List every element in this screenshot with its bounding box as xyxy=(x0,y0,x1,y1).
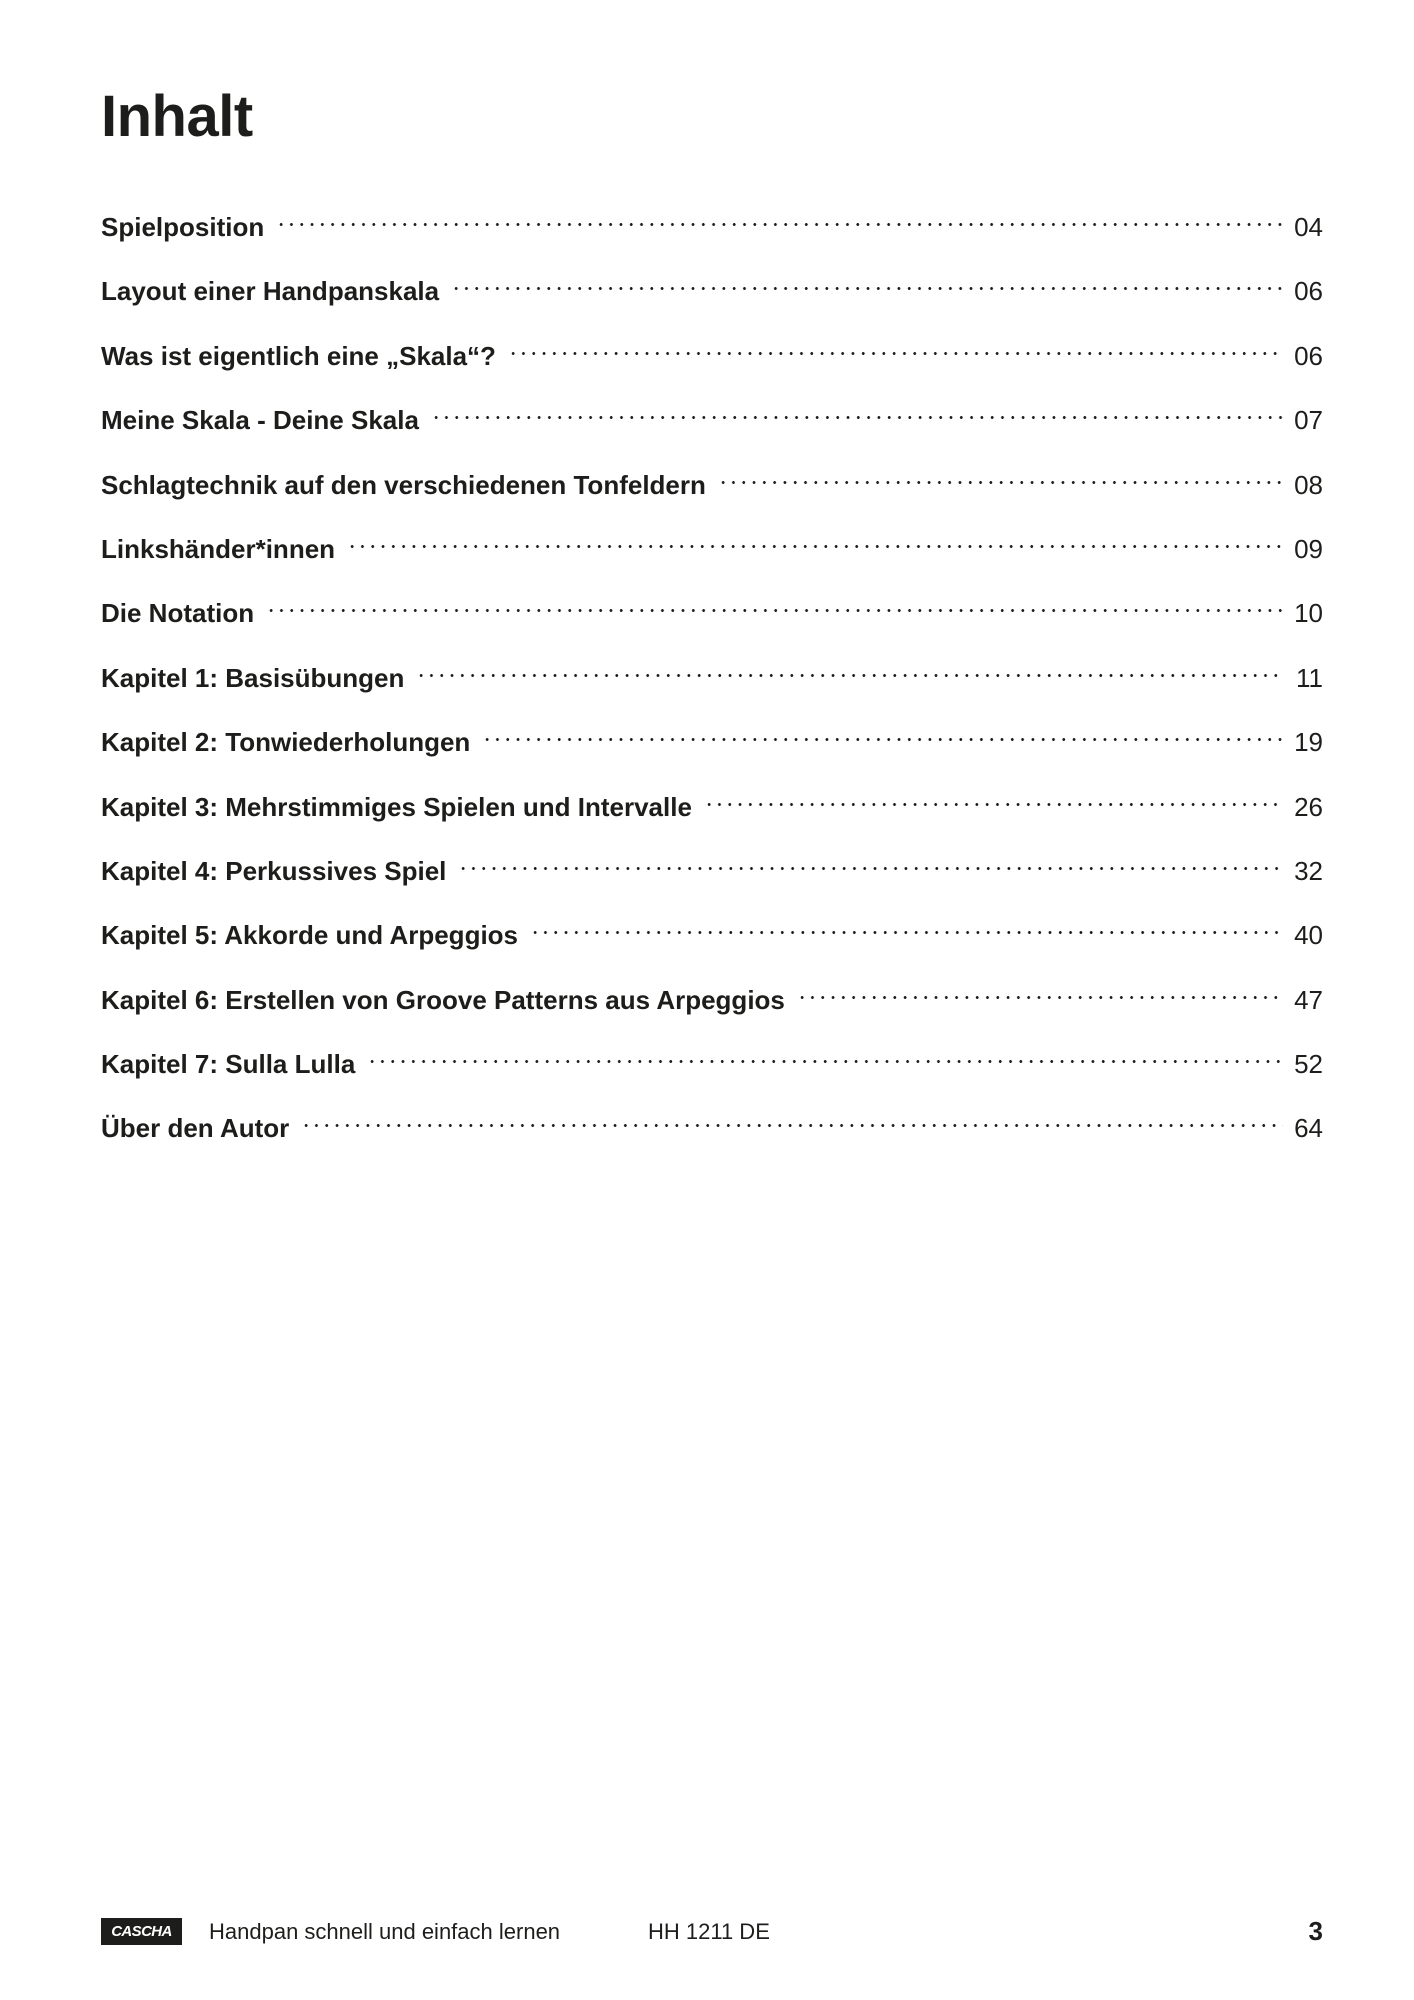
dot-leader xyxy=(458,840,1283,880)
dot-leader xyxy=(704,776,1283,816)
toc-entry[interactable] xyxy=(101,454,1323,518)
footer-product-code: HH 1211 DE xyxy=(648,1919,770,1944)
dot-leader xyxy=(530,904,1283,944)
dot-leader xyxy=(301,1097,1283,1137)
dot-leader xyxy=(347,518,1283,558)
toc-entry[interactable] xyxy=(101,647,1323,711)
toc-entry-page: 04 xyxy=(1294,212,1323,242)
dot-leader xyxy=(451,260,1283,300)
page-title: Inhalt xyxy=(101,84,253,149)
toc-entry[interactable] xyxy=(101,969,1323,1033)
toc-entry-page: 08 xyxy=(1294,469,1323,500)
dot-leader xyxy=(431,389,1283,429)
toc-entry-title: Kapitel 3: Mehrstimmiges Spielen und Intervalle xyxy=(101,791,692,822)
toc-entry-title: Spielposition xyxy=(101,212,265,242)
toc-entry-page: 09 xyxy=(1294,533,1323,564)
toc-entry-title: Kapitel 7: Sulla Lulla xyxy=(101,1049,356,1080)
toc-entry-title: Schlagtechnik auf den verschiedenen Tonfeldern xyxy=(101,469,706,500)
toc-entry[interactable] xyxy=(101,260,1323,324)
toc-entry[interactable] xyxy=(101,1097,1323,1161)
toc-entry-page: 26 xyxy=(1294,791,1323,822)
toc-entry-page: 11 xyxy=(1296,662,1323,693)
toc-entry-title: Was ist eigentlich eine „Skala“? xyxy=(101,340,496,371)
toc-entry-title: Die Notation xyxy=(101,598,255,629)
toc-entry-page: 64 xyxy=(1294,1113,1323,1144)
toc-entry[interactable] xyxy=(101,518,1323,582)
toc-entry-page: 07 xyxy=(1294,405,1323,436)
toc-entry-title: Kapitel 4: Perkussives Spiel xyxy=(101,855,447,886)
dot-leader xyxy=(416,647,1283,687)
table-of-contents xyxy=(101,196,1323,1162)
toc-entry-page: 06 xyxy=(1294,340,1323,371)
toc-entry-title: Über den Autor xyxy=(101,1113,290,1144)
toc-entry-title: Kapitel 1: Basisübungen xyxy=(101,662,405,693)
toc-entry[interactable] xyxy=(101,389,1323,453)
dot-leader xyxy=(797,969,1283,1009)
dot-leader xyxy=(276,196,1283,236)
toc-entry[interactable] xyxy=(101,582,1323,646)
brand-logo: CASCHA xyxy=(101,1918,182,1945)
footer-book-title: Handpan schnell und einfach lernen xyxy=(209,1919,561,1944)
toc-entry-page: 06 xyxy=(1294,276,1323,307)
toc-entry[interactable] xyxy=(101,196,1323,260)
toc-entry-title: Kapitel 2: Tonwiederholungen xyxy=(101,727,471,758)
toc-entry-title: Linkshänder*innen xyxy=(101,533,336,564)
toc-entry-page: 19 xyxy=(1294,727,1323,758)
footer-page-number: 3 xyxy=(1308,1916,1323,1946)
dot-leader xyxy=(718,454,1283,494)
toc-entry[interactable] xyxy=(101,840,1323,904)
toc-entry-title: Kapitel 5: Akkorde und Arpeggios xyxy=(101,920,519,951)
toc-entry-title: Layout einer Handpanskala xyxy=(101,276,440,307)
toc-entry-page: 32 xyxy=(1294,855,1323,886)
dot-leader xyxy=(367,1033,1283,1073)
dot-leader xyxy=(482,711,1283,751)
toc-entry-page: 52 xyxy=(1294,1049,1323,1080)
toc-entry-title: Meine Skala - Deine Skala xyxy=(101,405,419,436)
toc-entry[interactable] xyxy=(101,711,1323,775)
dot-leader xyxy=(508,325,1283,365)
toc-entry[interactable] xyxy=(101,325,1323,389)
toc-entry[interactable] xyxy=(101,904,1323,968)
page-footer xyxy=(101,1916,1323,1956)
toc-entry-page: 47 xyxy=(1294,984,1323,1015)
toc-entry[interactable] xyxy=(101,1033,1323,1097)
toc-entry-title: Kapitel 6: Erstellen von Groove Patterns aus Arpeggios xyxy=(101,984,785,1015)
toc-entry[interactable] xyxy=(101,776,1323,840)
toc-entry-page: 40 xyxy=(1294,920,1323,951)
toc-entry-page: 10 xyxy=(1294,598,1323,629)
dot-leader xyxy=(266,582,1283,622)
